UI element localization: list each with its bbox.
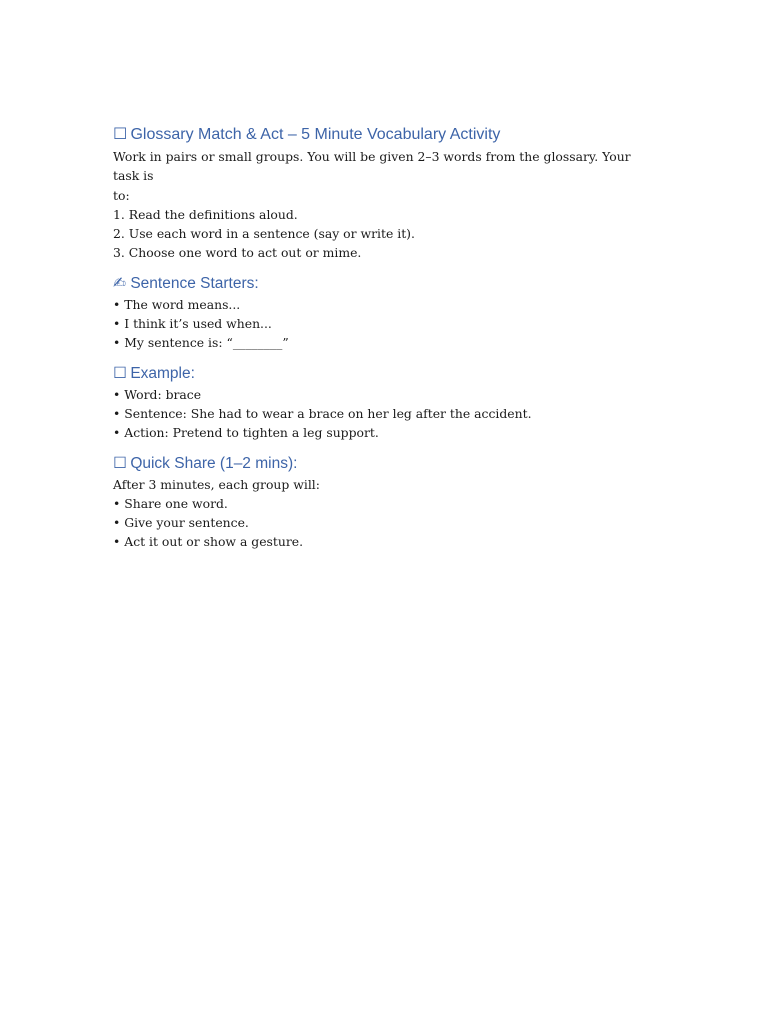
document-title (113, 124, 653, 146)
sentence-starters-section (113, 273, 653, 353)
list-item: • Word: brace (113, 386, 202, 402)
document-title-text: Glossary Match & Act – 5 Minute Vocabulary Activity (130, 126, 501, 143)
sentence-starters-heading (113, 273, 653, 295)
writing-hand-icon: ✍ (113, 274, 126, 292)
document-page (113, 124, 653, 552)
list-item: • Act it out or show a gesture. (113, 534, 304, 550)
example-heading-text: Example: (130, 364, 195, 382)
list-item: • The word means... (113, 296, 241, 312)
example-heading (113, 363, 653, 385)
quick-share-section (113, 453, 653, 552)
example-section (113, 363, 653, 443)
list-item: • Action: Pretend to tighten a leg support. (113, 425, 379, 441)
intro-step-1: 1. Read the definitions aloud. (113, 206, 298, 222)
quick-share-heading-text: Quick Share (1–2 mins): (130, 454, 298, 472)
intro-line: to: (113, 187, 130, 203)
intro-step-3: 3. Choose one word to act out or mime. (113, 245, 362, 261)
quick-share-heading (113, 453, 653, 475)
intro-block (113, 147, 653, 263)
list-item: • I think it’s used when... (113, 316, 272, 332)
sentence-starters-heading-text: Sentence Starters: (130, 274, 259, 292)
intro-line: Work in pairs or small groups. You will be given 2–3 words from the glossary. Your task is (113, 149, 631, 184)
intro-step-2: 2. Use each word in a sentence (say or write it). (113, 226, 415, 242)
list-item: • Give your sentence. (113, 515, 249, 531)
missing-glyph-icon: ☐ (113, 454, 127, 472)
list-item: • Sentence: She had to wear a brace on her leg after the accident. (113, 405, 532, 421)
list-item: • Share one word. (113, 495, 228, 511)
list-item: • My sentence is: “________” (113, 335, 289, 351)
list-item: After 3 minutes, each group will: (113, 476, 320, 492)
missing-glyph-icon: ☐ (113, 126, 128, 143)
missing-glyph-icon: ☐ (113, 364, 127, 382)
